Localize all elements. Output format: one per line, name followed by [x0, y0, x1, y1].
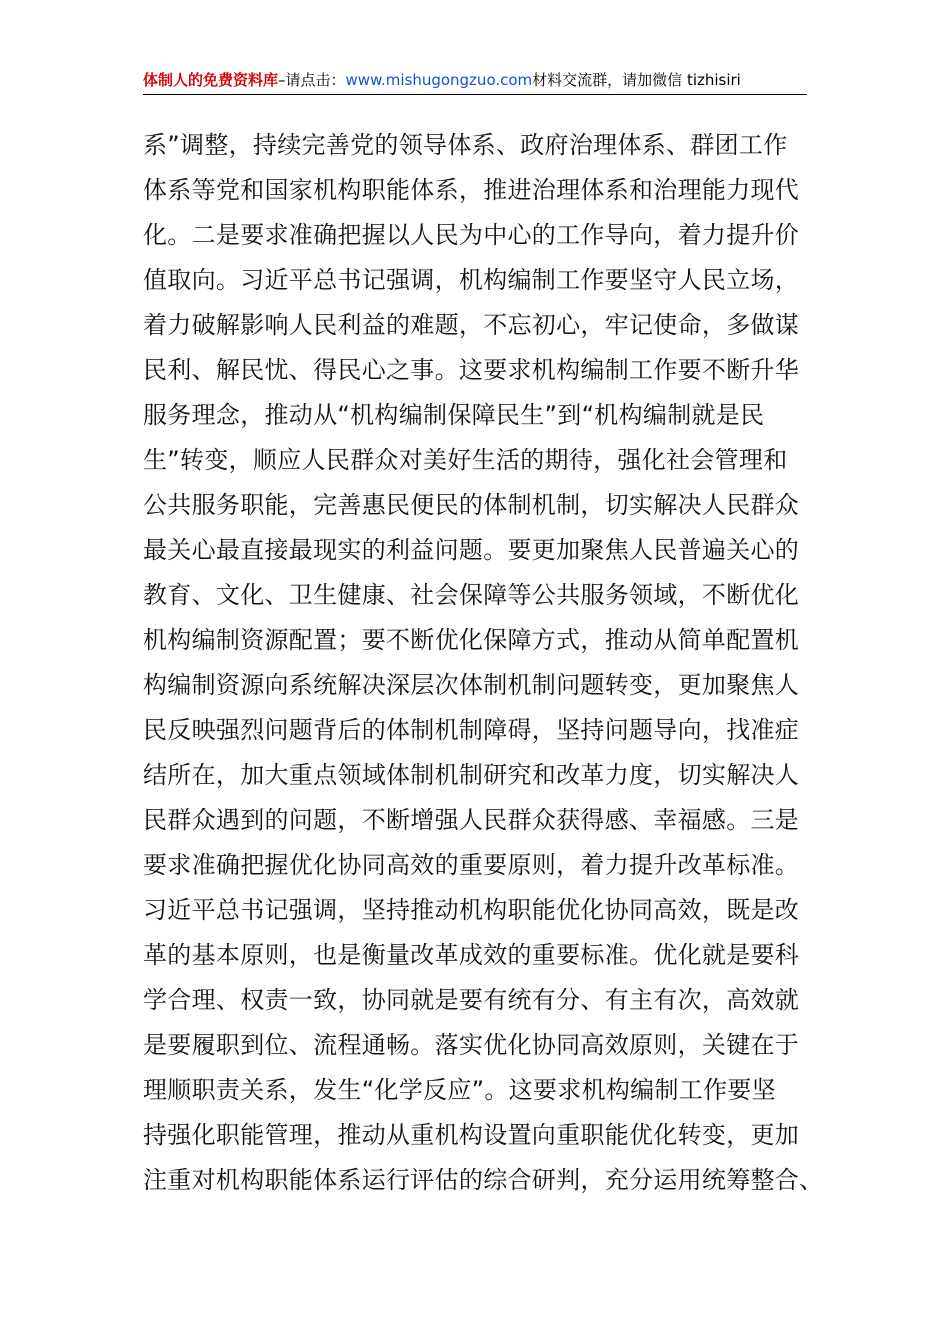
paragraph-line: 最关心最直接最现实的利益问题。要更加聚焦人民普遍关心的	[143, 536, 800, 564]
paragraph-line: 构编制资源向系统解决深层次体制机制问题转变，更加聚焦人	[143, 671, 800, 699]
paragraph-line: 是要履职到位、流程通畅。落实优化协同高效原则，关键在于	[143, 1031, 800, 1059]
paragraph-line: 机构编制资源配置；要不断优化保障方式，推动从简单配置机	[143, 626, 800, 654]
paragraph-line: 化。二是要求准确把握以人民为中心的工作导向，着力提升价	[143, 221, 800, 249]
paragraph-line: 民群众遇到的问题，不断增强人民群众获得感、幸福感。三是	[143, 806, 800, 834]
paragraph-line: 革的基本原则，也是衡量改革成效的重要标准。优化就是要科	[143, 941, 800, 969]
header-url-link[interactable]: www.mishugongzuo.com	[345, 71, 533, 89]
paragraph-line: 学合理、权责一致，协同就是要有统有分、有主有次，高效就	[143, 986, 800, 1014]
page-header	[143, 68, 807, 95]
header-brand: 体制人的免费资料库	[143, 71, 279, 89]
paragraph-line: 持强化职能管理，推动从重机构设置向重职能优化转变，更加	[143, 1121, 800, 1149]
header-group-text: 材料交流群，请加微信 tizhisiri	[532, 71, 741, 89]
paragraph-line: 民反映强烈问题背后的体制机制障碍，坚持问题导向，找准症	[143, 716, 800, 744]
paragraph-line: 民利、解民忧、得民心之事。这要求机构编制工作要不断升华	[143, 356, 800, 384]
paragraph-line: 习近平总书记强调，坚持推动机构职能优化协同高效，既是改	[143, 896, 800, 924]
paragraph-line: 要求准确把握优化协同高效的重要原则，着力提升改革标准。	[143, 851, 800, 879]
paragraph-line: 公共服务职能，完善惠民便民的体制机制，切实解决人民群众	[143, 491, 800, 519]
paragraph-line: 注重对机构职能体系运行评估的综合研判，充分运用统筹整合、	[143, 1166, 824, 1194]
document-body	[143, 123, 823, 1203]
paragraph-line: 体系等党和国家机构职能体系，推进治理体系和治理能力现代	[143, 176, 800, 204]
paragraph-line: 教育、文化、卫生健康、社会保障等公共服务领域，不断优化	[143, 581, 800, 609]
paragraph-line: 系”调整，持续完善党的领导体系、政府治理体系、群团工作	[143, 131, 788, 159]
paragraph-line: 着力破解影响人民利益的难题，不忘初心，牢记使命，多做谋	[143, 311, 800, 339]
paragraph-line: 理顺职责关系，发生“化学反应”。这要求机构编制工作要坚	[143, 1076, 776, 1104]
header-click-prefix: –请点击：	[278, 71, 346, 89]
paragraph-line: 结所在，加大重点领域体制机制研究和改革力度，切实解决人	[143, 761, 800, 789]
paragraph-line: 生”转变，顺应人民群众对美好生活的期待，强化社会管理和	[143, 446, 788, 474]
paragraph-line: 服务理念，推动从“机构编制保障民生”到“机构编制就是民	[143, 401, 765, 429]
paragraph-line: 值取向。习近平总书记强调，机构编制工作要坚守人民立场，	[143, 266, 800, 294]
